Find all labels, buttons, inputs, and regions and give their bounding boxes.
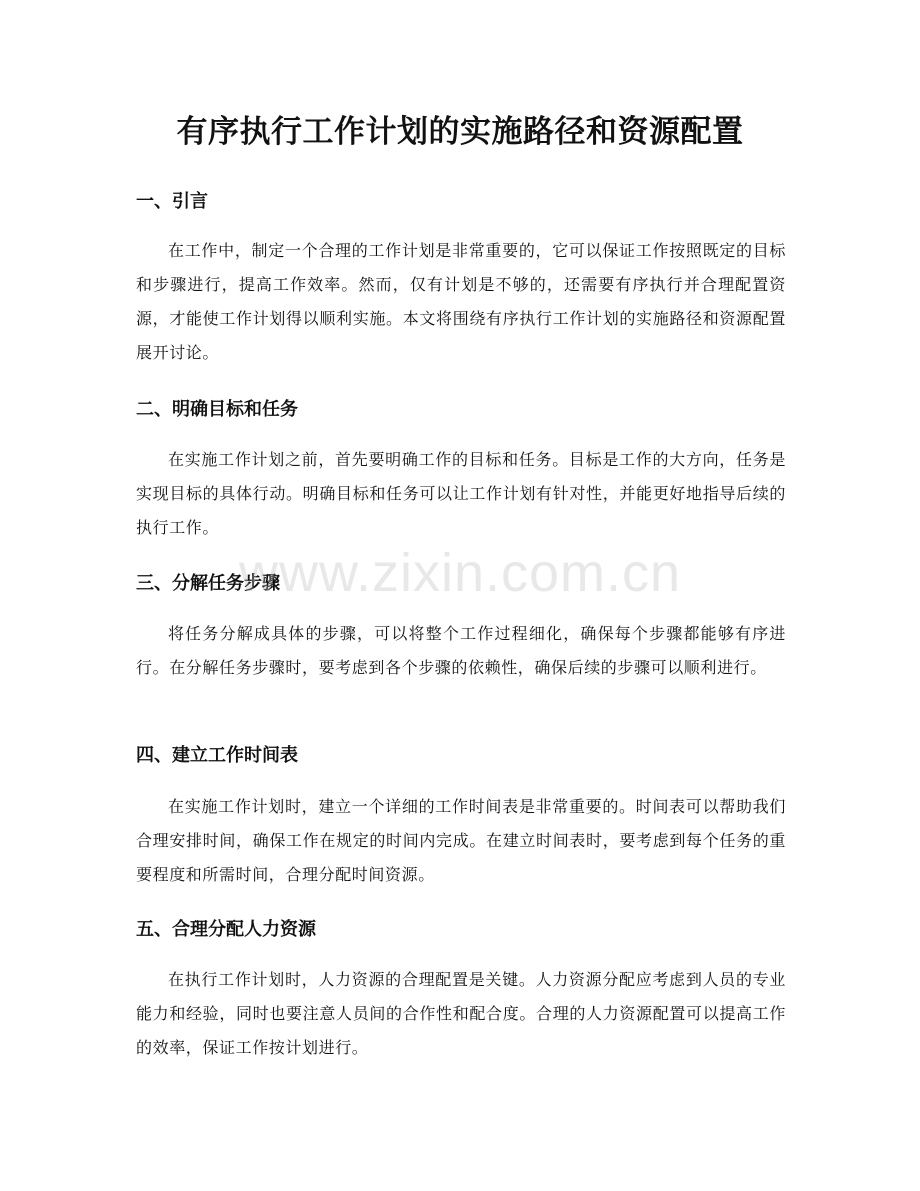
section-paragraph-schedule: 在实施工作计划时，建立一个详细的工作时间表是非常重要的。时间表可以帮助我们合理安排时间，确保工作在规定的时间内完成。在建立时间表时，要考虑到每个任务的重要程度和所需时间，合理分配时间资源。: [136, 797, 786, 884]
section-paragraph-goals: 在实施工作计划之前，首先要明确工作的目标和任务。目标是工作的大方向，任务是实现目标的具体行动。明确目标和任务可以让工作计划有针对性，并能更好地指导后续的执行工作。: [136, 450, 786, 537]
section-heading-intro: 一、引言: [136, 191, 208, 212]
page-title: 有序执行工作计划的实施路径和资源配置: [176, 114, 744, 150]
section-heading-steps: 三、分解任务步骤: [136, 573, 280, 594]
section-paragraph-intro: 在工作中，制定一个合理的工作计划是非常重要的，它可以保证工作按照既定的目标和步骤进行，提高工作效率。然而，仅有计划是不够的，还需要有序执行并合理配置资源，才能使工作计划得以顺利实施。本文将围绕有序执行工作计划的实施路径和资源配置展开讨论。: [136, 241, 786, 362]
section-heading-schedule: 四、建立工作时间表: [136, 745, 298, 766]
section-heading-goals: 二、明确目标和任务: [136, 399, 298, 420]
section-paragraph-hr: 在执行工作计划时，人力资源的合理配置是关键。人力资源分配应考虑到人员的专业能力和经验，同时也要注意人员间的合作性和配合度。合理的人力资源配置可以提高工作的效率，保证工作按计划进行。: [136, 970, 786, 1057]
section-paragraph-steps: 将任务分解成具体的步骤，可以将整个工作过程细化，确保每个步骤都能够有序进行。在分解任务步骤时，要考虑到各个步骤的依赖性，确保后续的步骤可以顺利进行。: [136, 624, 786, 677]
watermark: www.zixin.com.cn: [238, 543, 682, 603]
section-heading-hr: 五、合理分配人力资源: [136, 919, 316, 940]
